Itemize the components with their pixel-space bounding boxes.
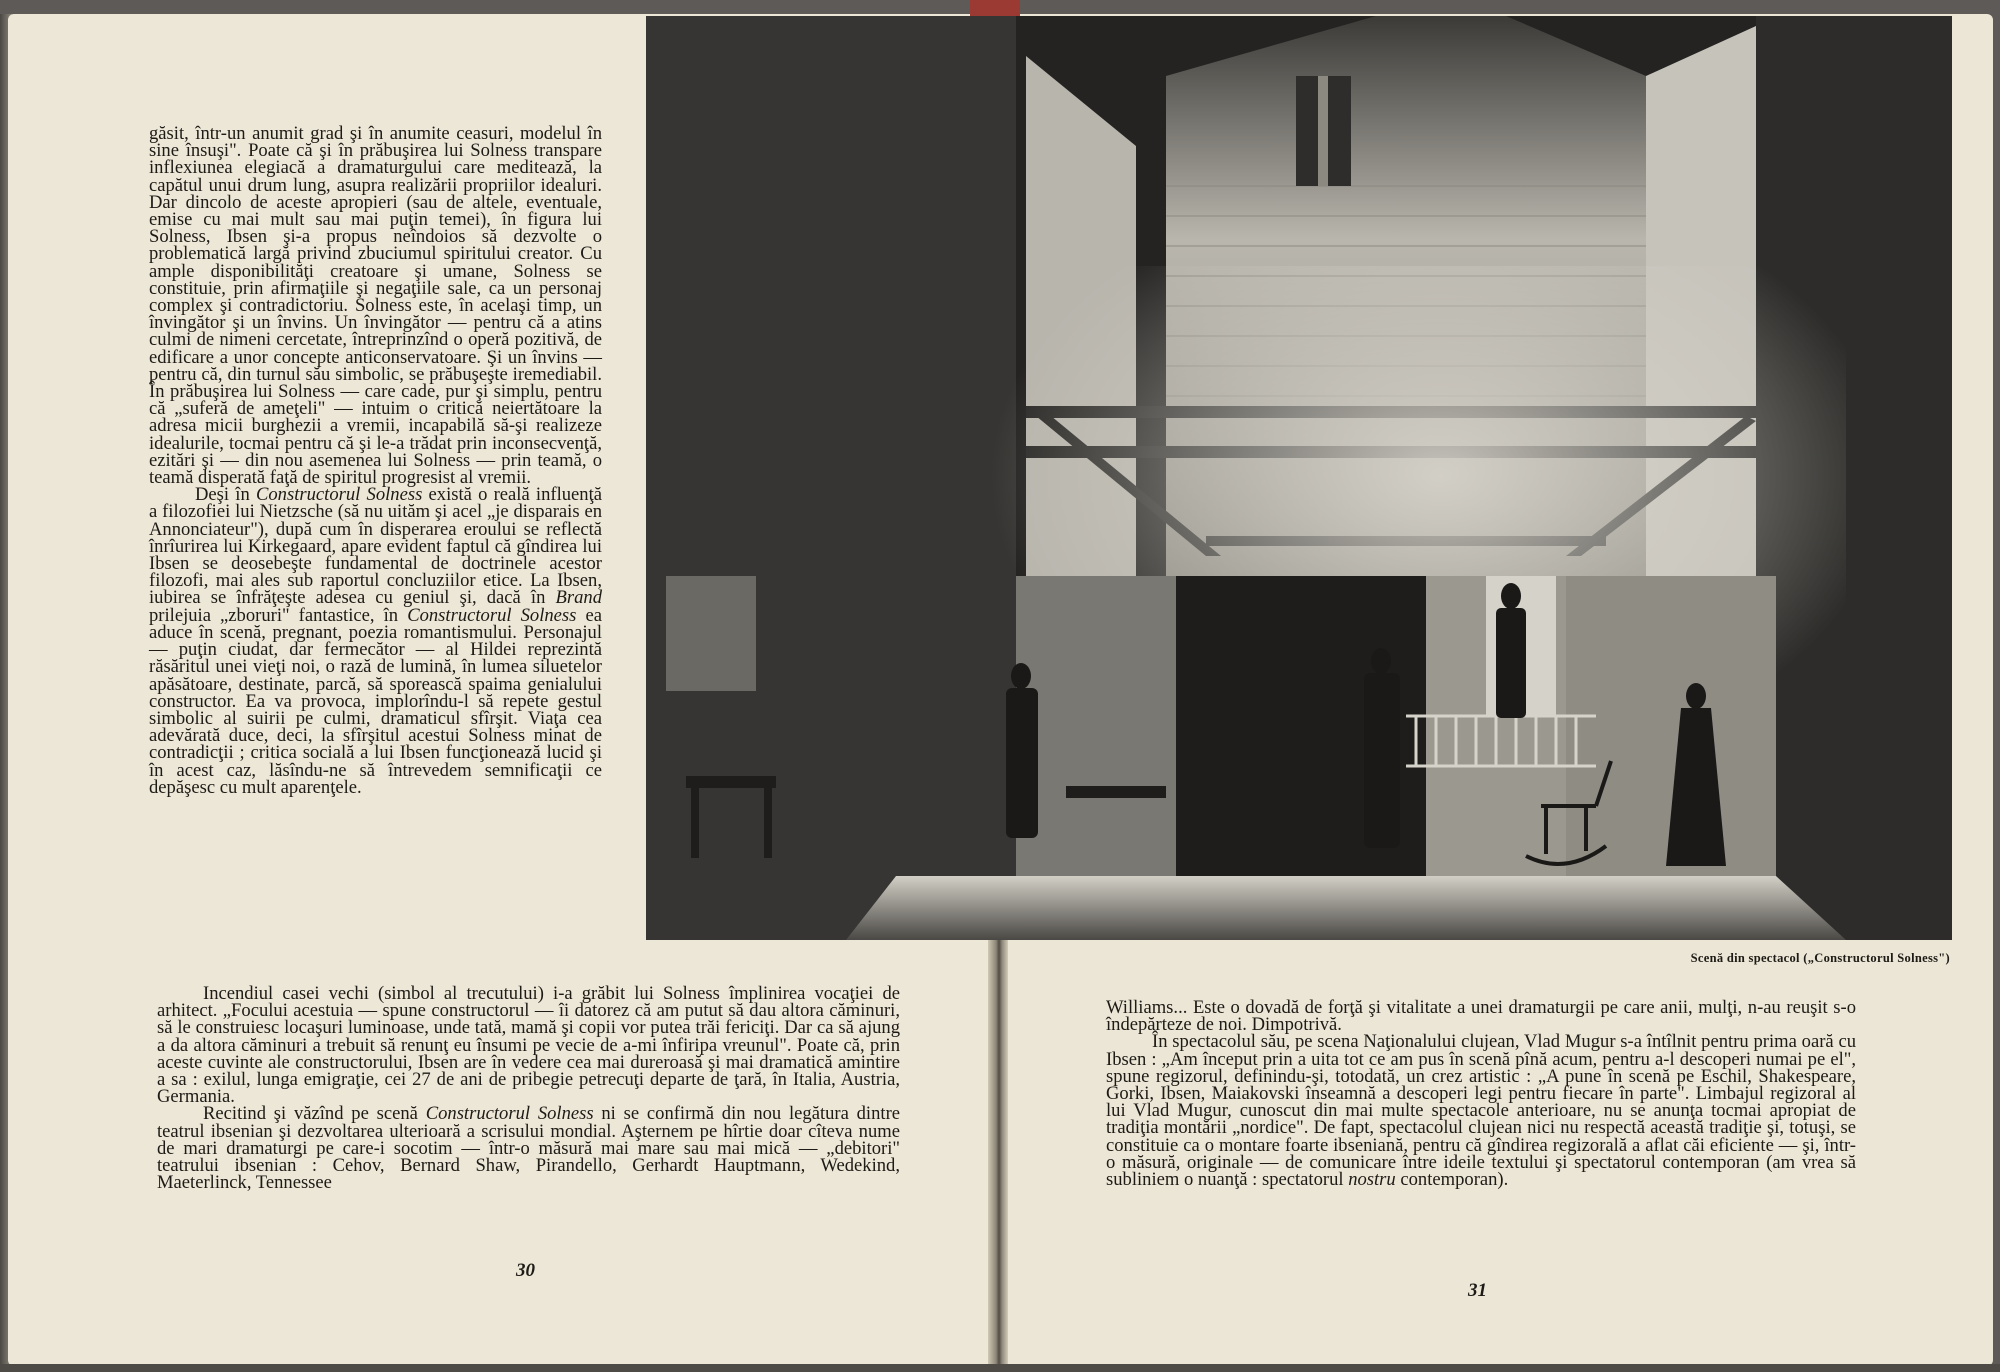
stage-scene-illustration	[646, 16, 1952, 940]
wall-picture	[666, 576, 756, 691]
paragraph: În spectacolul său, pe scena Naţionalului clujean, Vlad Mugur s-a întîlnit pentru prima oară cu Ibsen : „Am început prin a uita tot ce am pus în scenă pînă acum, pentru a-l descoperi numai pe el", spune regizorul, definindu-şi, totodată, un crez artistic : „A pune în scenă pe Eschil, Shakespeare, Gorki, Ibsen, Maiakovski înseamnă a descoperi legi pentru fiecare în parte". Limbajul regizoral al lui Vlad Mugur, cunoscut din mai multe spectacole anterioare, nu se anunţa tocmai apropiat de tradiţia montării „nordice". De fapt, spectacolul clujean nici nu respectă această tradiţie şi, totuşi, se constituie ca o montare foarte ibseniană, pentru că gîndirea regizorală a aflat căi eficiente — şi, într-o măsură, originale — de comunicare între ideile textului şi spectatorul contemporan (am vrea să subliniem o nuanţă : spectatorul nostru contemporan).	[1106, 1031, 1856, 1191]
paragraph: Incendiul casei vechi (simbol al trecutului) i-a grăbit lui Solness împlinirea vocaţiei de arhitect. „Focului acestuia — spune constructorul — îi datorez că am putut să dau altora căminuri, să le construiesc locaşuri luminoase, unde tată, mamă şi copii vor putea trăi fericiţi. Dar ca să ajung a da altora căminuri a trebuit să renunţ eu însumi pe vecie de a-mi înfiripa vreunul". Poate că, prin aceste cuvinte ale constructorului, Ibsen are în vedere cea mai dureroasă şi mai dramatică amintire a sa : exilul, lunga emigraţie, cei 27 de ani de pribegie petrecuţi departe de ţară, în Italia, Austria, Germania.	[157, 983, 900, 1108]
right-column	[1106, 997, 1856, 1191]
left-column-narrow	[149, 125, 602, 796]
paragraph: găsit, într-un anumit grad şi în anumite ceasuri, modelul în sine însuşi". Poate că şi în prăbuşirea lui Solness transpare inflexiunea elegiacă a dramaturgului care meditează, la capătul unui drum lung, asupra realizării propriilor idealuri. Dar dincolo de aceste apropieri (sau de altele, eventuale, emise cu mai mult sau mai puţin temei), în figura lui Solness, Ibsen şi-a propus neîndoios să dezvolte o problematică largă privind zbuciumul spiritului creator. Cu ample disponibilităţi creatoare şi umane, Solness se constituie, prin afirmaţiile şi negaţiile sale, ca un personaj complex şi contradictoriu. Solness este, în acelaşi timp, un învingător şi un învins. Un învingător — pentru că a atins culmi de nimeni cercetate, întreprinzînd o operă pozitivă, de edificare a unor concepte anticonservatoare. Şi un învins — pentru că, din turnul său simbolic, se prăbuşeşte iremediabil. În prăbuşirea lui Solness — care cade, pur şi simplu, pentru că „suferă de ameţeli" — intuim o critică neiertătoare la adresa micii burghezii a vremii, incapabilă să-şi realizeze idealurile, tocmai pentru că şi le-a trădat prin inconsecvenţă, ezitări şi — din nou asemenea lui Solness — prin teamă, o teamă disperată faţă de spiritul progresist al vremii.	[149, 123, 602, 489]
binding-tab	[970, 0, 1020, 16]
page-number-left: 30	[516, 1260, 535, 1281]
left-column-wide	[157, 983, 901, 1194]
stage-photograph	[646, 16, 1952, 940]
paragraph: Williams... Este o dovadă de forţă şi vitalitate a unei dramaturgii pe care anii, mulţi, n-au reuşit s-o îndepărteze de noi. Dimpotrivă.	[1106, 997, 1856, 1036]
paragraph: Recitind şi văzînd pe scenă Constructorul Solness ni se confirmă din nou legătura dintre teatrul ibsenian şi dezvoltarea ulterioară a scrisului mondial. Aşternem pe hîrtie doar cîteva nume de mari dramaturgi pe care-i socotim — într-o măsură mai mare sau mai mică — „debitori" teatrului ibsenian : Cehov, Bernard Shaw, Pirandello, Gerhardt Hauptmann, Wedekind, Maeterlinck, Tennessee	[157, 1103, 901, 1194]
book-cover-edge-bottom	[0, 1364, 2000, 1372]
photo-caption: Scenă din spectacol („Constructorul Solness")	[1690, 951, 1950, 965]
page-number-right: 31	[1468, 1280, 1487, 1301]
paragraph: Deşi în Constructorul Solness există o reală influenţă a filozofiei lui Nietzsche (să nu uităm şi acel „je disparais en Annonciateur"), după cum în disperarea eroului se reflectă înrîurirea lui Kirkegaard, apare evident faptul că gîndirea lui Ibsen se deosebeşte fundamental de doctrinele acestor filozofi, mai ales sub raportul concluziilor etice. La Ibsen, iubirea se înfrăţeşte adesea cu geniul şi, dacă în Brand prilejuia „zboruri" fantastice, în Constructorul Solness ea aduce în scenă, pregnant, poezia romantismului. Personajul — puţin ciudat, dar fermecător — al Hildei reprezintă răsăritul unei vieţi noi, o rază de lumină, în lumea siluetelor apăsătoare, destinate, parcă, să sporească spaima genialului constructor. Ea va provoca, implorîndu-l să repete gestul simbolic al suirii pe culmi, dramaticul sfîrşit. Viaţa cea adevărată duce, deci, la sfîrşitul acestui Solness minat de contradicţii ; critica socială a lui Ibsen funcţionează lucid şi în acest caz, lăsîndu-ne să întrevedem semnificaţii ce depăşesc cu mult aparenţele.	[149, 484, 603, 798]
